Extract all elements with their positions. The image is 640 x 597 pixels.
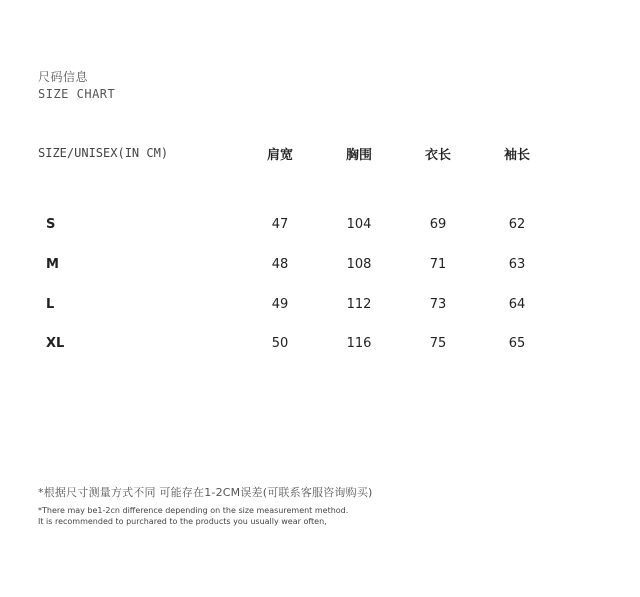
note-en-line1: *There may be1-2cn difference depending on the size measurement method. xyxy=(38,506,349,515)
title-cn: 尺码信息 xyxy=(38,70,89,84)
row-label-m: M xyxy=(46,257,59,272)
table-cell: 63 xyxy=(508,257,526,272)
note-en-line2: It is recommended to purchared to the products you usually wear often, xyxy=(38,517,327,526)
table-cell: 50 xyxy=(271,336,289,351)
table-cell: 71 xyxy=(429,257,447,272)
table-cell: 62 xyxy=(508,217,526,232)
table-cell: 116 xyxy=(346,336,372,351)
table-cell: 73 xyxy=(429,297,447,312)
column-header-chest: 胸围 xyxy=(345,148,372,163)
row-label-xl: XL xyxy=(46,336,65,351)
table-cell: 112 xyxy=(346,297,372,312)
note-cn: *根据尺寸测量方式不同 可能存在1-2CM误差(可联系客服咨询购买) xyxy=(38,486,373,499)
column-header-shoulder: 肩宽 xyxy=(266,148,293,163)
column-header-sleeve: 袖长 xyxy=(503,148,530,163)
table-cell: 69 xyxy=(429,217,447,232)
table-cell: 75 xyxy=(429,336,447,351)
table-cell: 47 xyxy=(271,217,289,232)
table-header-label: SIZE/UNISEX(IN CM) xyxy=(38,146,169,160)
table-cell: 108 xyxy=(346,257,372,272)
title-en: SIZE CHART xyxy=(38,87,116,101)
row-label-s: S xyxy=(46,217,56,232)
table-cell: 64 xyxy=(508,297,526,312)
table-cell: 65 xyxy=(508,336,526,351)
table-cell: 49 xyxy=(271,297,289,312)
table-cell: 104 xyxy=(346,217,372,232)
table-cell: 48 xyxy=(271,257,289,272)
column-header-length: 衣长 xyxy=(424,148,451,163)
row-label-l: L xyxy=(46,297,55,312)
